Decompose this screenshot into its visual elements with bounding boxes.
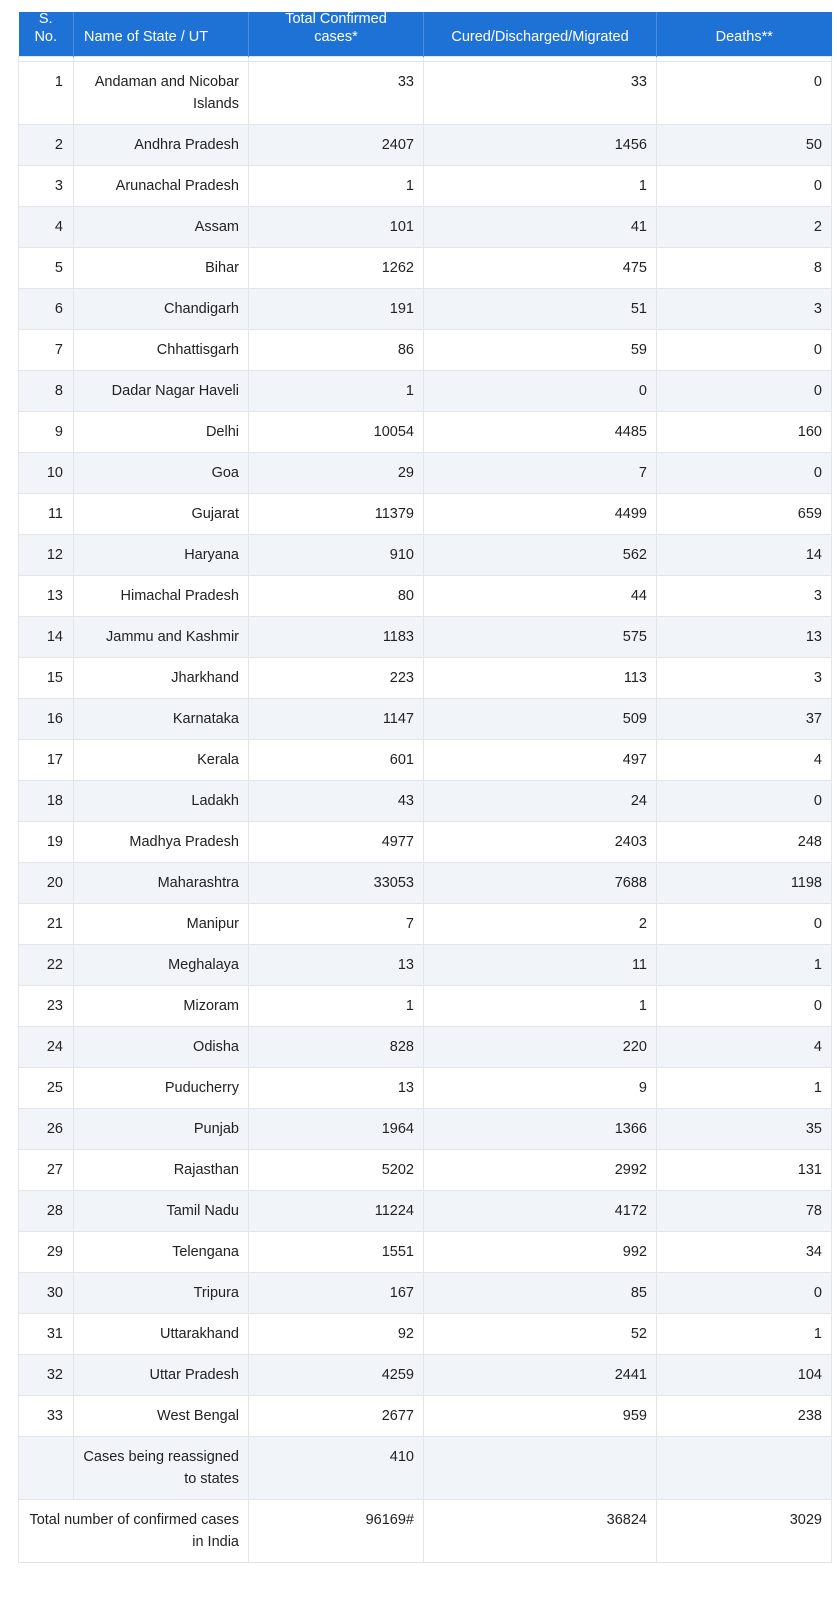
cell-confirmed: 1551 [249, 1231, 424, 1272]
table-row [19, 411, 832, 452]
header-confirmed-line2: cases* [314, 28, 358, 45]
cell-state-name: Chandigarh [74, 288, 249, 329]
cell-deaths: 4 [657, 739, 832, 780]
cell-confirmed: 2407 [249, 124, 424, 165]
cell-deaths: 13 [657, 616, 832, 657]
cell-cured: 44 [424, 575, 657, 616]
total-row [19, 1499, 832, 1562]
cell-serial-number: 21 [19, 903, 74, 944]
cell-serial-number: 25 [19, 1067, 74, 1108]
table-row [19, 1026, 832, 1067]
cell-confirmed: 10054 [249, 411, 424, 452]
table-row [19, 165, 832, 206]
table-row [19, 288, 832, 329]
cell-deaths: 1 [657, 1067, 832, 1108]
cell-deaths: 238 [657, 1395, 832, 1436]
header-deaths: Deaths** [657, 12, 832, 56]
cell-confirmed: 1964 [249, 1108, 424, 1149]
table-row [19, 944, 832, 985]
cell-state-name: Rajasthan [74, 1149, 249, 1190]
header-serial-line1: S. [38, 12, 53, 27]
cell-state-name: Manipur [74, 903, 249, 944]
cell-deaths: 659 [657, 493, 832, 534]
cell-state-name: Cases being reassigned to states [74, 1436, 249, 1499]
cell-state-name: Assam [74, 206, 249, 247]
cell-serial-number: 13 [19, 575, 74, 616]
cell-deaths: 0 [657, 165, 832, 206]
cell-confirmed: 92 [249, 1313, 424, 1354]
table-body [19, 56, 832, 1562]
cell-serial-number: 6 [19, 288, 74, 329]
cell-cured: 7 [424, 452, 657, 493]
cell-cured: 51 [424, 288, 657, 329]
cell-state-name: Maharashtra [74, 862, 249, 903]
cell-confirmed: 4259 [249, 1354, 424, 1395]
cell-confirmed: 167 [249, 1272, 424, 1313]
table-row [19, 698, 832, 739]
cell-serial-number: 11 [19, 493, 74, 534]
table-row [19, 329, 832, 370]
cell-state-name: Odisha [74, 1026, 249, 1067]
cell-serial-number: 1 [19, 61, 74, 124]
cell-serial-number: 26 [19, 1108, 74, 1149]
cell-deaths: 0 [657, 61, 832, 124]
cell-cured: 24 [424, 780, 657, 821]
cell-state-name: Uttar Pradesh [74, 1354, 249, 1395]
cell-state-name: Tamil Nadu [74, 1190, 249, 1231]
cell-deaths: 0 [657, 903, 832, 944]
cell-cured: 2403 [424, 821, 657, 862]
table-row [19, 616, 832, 657]
header-row [19, 12, 832, 56]
cell-confirmed: 223 [249, 657, 424, 698]
cell-deaths: 3 [657, 575, 832, 616]
cell-confirmed: 33 [249, 61, 424, 124]
cell-state-name: Delhi [74, 411, 249, 452]
cell-cured: 959 [424, 1395, 657, 1436]
cell-state-name: Andhra Pradesh [74, 124, 249, 165]
cell-deaths: 4 [657, 1026, 832, 1067]
cell-serial-number: 4 [19, 206, 74, 247]
cell-state-name: Andaman and Nicobar Islands [74, 61, 249, 124]
cell-serial-number: 9 [19, 411, 74, 452]
cell-confirmed: 601 [249, 739, 424, 780]
header-cured: Cured/Discharged/Migrated [424, 12, 657, 56]
cell-state-name: Karnataka [74, 698, 249, 739]
cell-deaths: 248 [657, 821, 832, 862]
table-row [19, 1272, 832, 1313]
cell-confirmed: 1 [249, 370, 424, 411]
cell-serial-number: 32 [19, 1354, 74, 1395]
total-cured: 36824 [424, 1499, 657, 1562]
cell-serial-number: 31 [19, 1313, 74, 1354]
cell-cured: 33 [424, 61, 657, 124]
cell-deaths: 3 [657, 657, 832, 698]
cell-state-name: Arunachal Pradesh [74, 165, 249, 206]
cell-serial-number: 18 [19, 780, 74, 821]
cell-cured: 2 [424, 903, 657, 944]
cell-cured: 497 [424, 739, 657, 780]
cell-state-name: Puducherry [74, 1067, 249, 1108]
cell-state-name: Kerala [74, 739, 249, 780]
cell-confirmed: 29 [249, 452, 424, 493]
cell-deaths: 50 [657, 124, 832, 165]
cell-serial-number: 24 [19, 1026, 74, 1067]
cell-cured: 59 [424, 329, 657, 370]
cell-cured: 562 [424, 534, 657, 575]
table-row [19, 739, 832, 780]
total-confirmed: 96169# [249, 1499, 424, 1562]
total-deaths: 3029 [657, 1499, 832, 1562]
cell-confirmed: 13 [249, 1067, 424, 1108]
cell-cured: 9 [424, 1067, 657, 1108]
cell-cured: 2441 [424, 1354, 657, 1395]
cell-deaths: 0 [657, 1272, 832, 1313]
cell-serial-number: 14 [19, 616, 74, 657]
cell-serial-number: 27 [19, 1149, 74, 1190]
table-row [19, 1354, 832, 1395]
cell-cured: 41 [424, 206, 657, 247]
cell-deaths: 0 [657, 780, 832, 821]
table-row [19, 1436, 832, 1499]
cell-cured: 2992 [424, 1149, 657, 1190]
cell-state-name: West Bengal [74, 1395, 249, 1436]
cell-deaths: 0 [657, 370, 832, 411]
cell-cured: 509 [424, 698, 657, 739]
cell-serial-number: 19 [19, 821, 74, 862]
cell-confirmed: 1147 [249, 698, 424, 739]
cell-confirmed: 101 [249, 206, 424, 247]
cell-cured: 52 [424, 1313, 657, 1354]
cell-confirmed: 11224 [249, 1190, 424, 1231]
table-row [19, 657, 832, 698]
cell-confirmed: 5202 [249, 1149, 424, 1190]
cell-cured: 475 [424, 247, 657, 288]
table-row [19, 575, 832, 616]
cell-cured: 4485 [424, 411, 657, 452]
table-row [19, 903, 832, 944]
cell-serial-number [19, 1436, 74, 1499]
total-label: Total number of confirmed cases in India [19, 1499, 249, 1562]
table-row [19, 493, 832, 534]
cell-serial-number: 12 [19, 534, 74, 575]
cell-serial-number: 23 [19, 985, 74, 1026]
cell-serial-number: 8 [19, 370, 74, 411]
cell-cured: 0 [424, 370, 657, 411]
cell-deaths [657, 1436, 832, 1499]
cell-confirmed: 828 [249, 1026, 424, 1067]
cell-state-name: Ladakh [74, 780, 249, 821]
cell-cured: 992 [424, 1231, 657, 1272]
cell-deaths: 35 [657, 1108, 832, 1149]
cell-serial-number: 29 [19, 1231, 74, 1272]
cell-confirmed: 2677 [249, 1395, 424, 1436]
cell-deaths: 0 [657, 329, 832, 370]
cell-serial-number: 3 [19, 165, 74, 206]
cell-state-name: Jammu and Kashmir [74, 616, 249, 657]
cell-cured: 113 [424, 657, 657, 698]
cell-serial-number: 33 [19, 1395, 74, 1436]
cell-deaths: 37 [657, 698, 832, 739]
covid-cases-table [18, 12, 832, 1563]
cell-confirmed: 410 [249, 1436, 424, 1499]
cell-cured: 1366 [424, 1108, 657, 1149]
header-serial-number [19, 12, 74, 56]
table-row [19, 780, 832, 821]
cell-state-name: Tripura [74, 1272, 249, 1313]
cell-serial-number: 5 [19, 247, 74, 288]
cell-deaths: 78 [657, 1190, 832, 1231]
cell-cured: 1 [424, 165, 657, 206]
cell-cured: 4172 [424, 1190, 657, 1231]
table-row [19, 1149, 832, 1190]
cell-cured: 220 [424, 1026, 657, 1067]
cell-deaths: 0 [657, 452, 832, 493]
cell-state-name: Gujarat [74, 493, 249, 534]
table-row [19, 821, 832, 862]
cell-state-name: Meghalaya [74, 944, 249, 985]
table-row [19, 862, 832, 903]
cell-deaths: 1198 [657, 862, 832, 903]
cell-state-name: Dadar Nagar Haveli [74, 370, 249, 411]
cell-deaths: 3 [657, 288, 832, 329]
cell-state-name: Jharkhand [74, 657, 249, 698]
cell-serial-number: 22 [19, 944, 74, 985]
table-row [19, 61, 832, 124]
header-serial-line2: No. [34, 28, 58, 45]
table-row [19, 985, 832, 1026]
table-row [19, 1395, 832, 1436]
cell-confirmed: 13 [249, 944, 424, 985]
cell-confirmed: 80 [249, 575, 424, 616]
cell-state-name: Punjab [74, 1108, 249, 1149]
cell-state-name: Bihar [74, 247, 249, 288]
cell-cured [424, 1436, 657, 1499]
cell-confirmed: 33053 [249, 862, 424, 903]
table-row [19, 370, 832, 411]
cell-deaths: 104 [657, 1354, 832, 1395]
header-total-confirmed [249, 12, 424, 56]
table-row [19, 206, 832, 247]
cell-serial-number: 10 [19, 452, 74, 493]
cell-serial-number: 17 [19, 739, 74, 780]
cell-state-name: Mizoram [74, 985, 249, 1026]
cell-serial-number: 7 [19, 329, 74, 370]
cell-deaths: 0 [657, 985, 832, 1026]
cell-confirmed: 1 [249, 985, 424, 1026]
table-row [19, 1313, 832, 1354]
table-row [19, 247, 832, 288]
table-row [19, 1190, 832, 1231]
cell-cured: 11 [424, 944, 657, 985]
cell-deaths: 1 [657, 944, 832, 985]
cell-state-name: Madhya Pradesh [74, 821, 249, 862]
cell-cured: 7688 [424, 862, 657, 903]
table-row [19, 1067, 832, 1108]
cell-deaths: 131 [657, 1149, 832, 1190]
cell-serial-number: 28 [19, 1190, 74, 1231]
cell-confirmed: 43 [249, 780, 424, 821]
cell-confirmed: 4977 [249, 821, 424, 862]
cell-cured: 85 [424, 1272, 657, 1313]
table-row [19, 534, 832, 575]
cell-state-name: Haryana [74, 534, 249, 575]
header-confirmed-line1: Total Confirmed [285, 12, 387, 27]
cell-confirmed: 1 [249, 165, 424, 206]
cell-cured: 1456 [424, 124, 657, 165]
cell-confirmed: 7 [249, 903, 424, 944]
cell-confirmed: 910 [249, 534, 424, 575]
cell-state-name: Goa [74, 452, 249, 493]
table-row [19, 1231, 832, 1272]
cell-cured: 4499 [424, 493, 657, 534]
cell-serial-number: 15 [19, 657, 74, 698]
cell-confirmed: 11379 [249, 493, 424, 534]
table-row [19, 1108, 832, 1149]
cell-cured: 1 [424, 985, 657, 1026]
cell-serial-number: 20 [19, 862, 74, 903]
cell-deaths: 1 [657, 1313, 832, 1354]
table-header [19, 12, 832, 56]
cell-deaths: 34 [657, 1231, 832, 1272]
cell-state-name: Chhattisgarh [74, 329, 249, 370]
cell-cured: 575 [424, 616, 657, 657]
table-row [19, 452, 832, 493]
cell-serial-number: 30 [19, 1272, 74, 1313]
cell-deaths: 14 [657, 534, 832, 575]
cell-state-name: Telengana [74, 1231, 249, 1272]
header-state-name: Name of State / UT [74, 12, 249, 56]
cell-confirmed: 86 [249, 329, 424, 370]
cell-state-name: Uttarakhand [74, 1313, 249, 1354]
table-row [19, 124, 832, 165]
cell-state-name: Himachal Pradesh [74, 575, 249, 616]
cell-confirmed: 1262 [249, 247, 424, 288]
cell-confirmed: 1183 [249, 616, 424, 657]
cell-serial-number: 16 [19, 698, 74, 739]
cell-deaths: 160 [657, 411, 832, 452]
cell-deaths: 8 [657, 247, 832, 288]
cell-confirmed: 191 [249, 288, 424, 329]
cell-serial-number: 2 [19, 124, 74, 165]
cell-deaths: 2 [657, 206, 832, 247]
